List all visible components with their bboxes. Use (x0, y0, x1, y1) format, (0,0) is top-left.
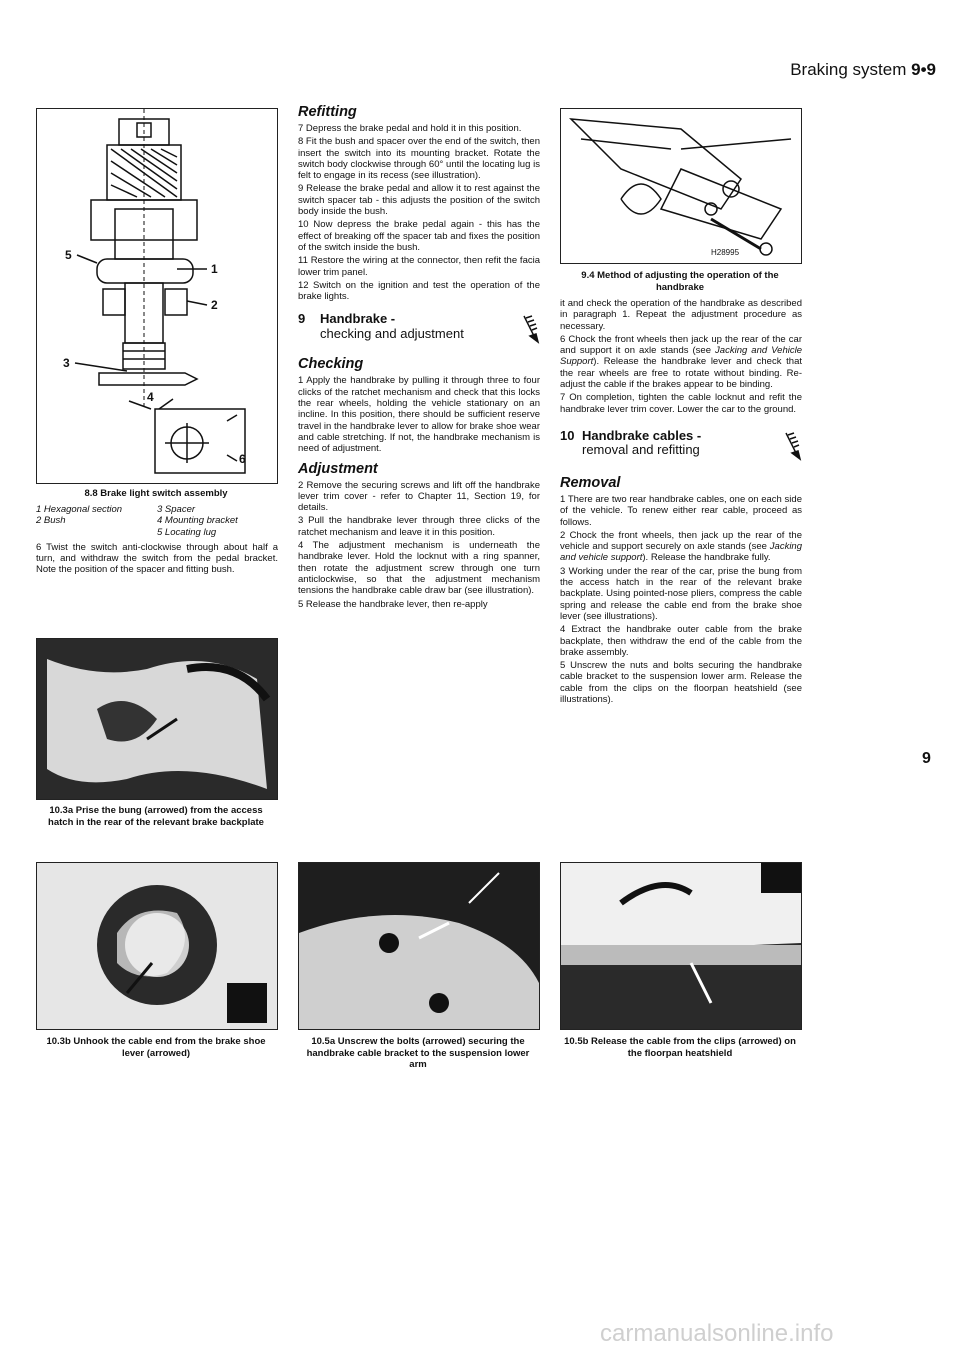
callout-5: 5 (65, 248, 72, 262)
paragraph: 3 Pull the handbrake lever through three clicks of the ratchet mechanism and leave it in this position. (298, 515, 540, 538)
section-title: Handbrake - (320, 311, 396, 327)
photo-10-3a-caption: 10.3a Prise the bung (arrowed) from the access hatch in the rear of the relevant brake backplate (48, 805, 264, 828)
paragraph: 3 Working under the rear of the car, prise the bung from the access hatch in the rear of the relevant brake backplate. Using pointed-nose pliers, compress the cable spring and release the cable end from the brake shoe lever (see illustrations). (560, 565, 802, 622)
figure-code: H28995 (711, 248, 740, 257)
paragraph: 1 Apply the handbrake by pulling it through three to four clicks of the ratchet mechanism and check that this locks the rear wheels, holding the vehicle stationary on an incline. In this position, there should be sufficient reserve travel in the handbrake lever to allow for brake shoe wear and cable stretching. If not, the handbrake mechanism is need of adjustment. (298, 375, 540, 455)
section-title: Handbrake cables - (582, 427, 702, 443)
paragraph: 4 Extract the handbrake outer cable from the brake backplate, then withdraw the end of the cable from the brake assembly. (560, 624, 802, 658)
legend-item: 4 Mounting bracket (157, 515, 238, 527)
photo-10-5a (298, 862, 540, 1030)
photo-illustration (299, 863, 539, 1029)
photo-10-5b (560, 862, 802, 1030)
callout-3: 3 (63, 356, 70, 370)
section-number: 10 (560, 427, 575, 443)
chapter-side-tab: 9 (922, 750, 931, 767)
section-subtitle: checking and adjustment (320, 325, 464, 341)
figure-9-4-diagram (560, 108, 802, 264)
watermark: carmanualsonline.info (600, 1320, 834, 1347)
paragraph: 2 Chock the front wheels, then jack up the rear of the vehicle and support securely on axle stands (see Jacking and vehicle support). Release the handbrake fully. (560, 529, 802, 564)
paragraph: 5 Release the handbrake lever, then re-apply (298, 598, 488, 610)
difficulty-spanner-icon (520, 312, 540, 344)
legend-item (36, 527, 157, 538)
photo-10-3b (36, 862, 278, 1030)
paragraph: 6 Twist the switch anti-clockwise through about half a turn, and withdraw the switch from the pedal bracket. Note the position of the spacer and fitting bush. (36, 541, 278, 576)
legend-item: 5 Locating lug (157, 526, 217, 538)
callout-4: 4 (147, 390, 154, 404)
paragraph: 12 Switch on the ignition and test the operation of the brake lights. (298, 279, 540, 303)
legend-item: 1 Hexagonal section (36, 504, 123, 515)
section-subtitle: removal and refitting (582, 442, 700, 458)
photo-illustration (561, 863, 801, 1029)
brake-light-switch-drawing (37, 109, 277, 483)
figure-9-4-caption: 9.4 Method of adjusting the operation of the handbrake (581, 270, 779, 293)
removal-heading: Removal (560, 474, 621, 491)
figure-8-8-legend (36, 504, 278, 538)
handbrake-adjustment-drawing (561, 109, 801, 263)
column-2-text (298, 104, 540, 612)
paragraph: 7 Depress the brake pedal and hold it in this position. (298, 123, 522, 134)
paragraph: 7 On completion, tighten the cable locknut and refit the handbrake lever trim cover. Lower the car to the ground. (560, 392, 802, 415)
section-10-heading (560, 429, 802, 461)
photo-illustration (37, 863, 277, 1029)
paragraph: 4 The adjustment mechanism is underneath the handbrake lever. Hold the locknut with a ring spanner, then rotate the adjustment screw through one turn anticlockwise, so that the adjustment mechanism tensions the handbrake cable draw bar (see illustration). (298, 540, 540, 597)
page-header (790, 60, 936, 80)
refitting-heading: Refitting (298, 104, 357, 120)
paragraph: 10 Now depress the brake pedal again - this has the effect of breaking off the spacer tab and fixes the position of the switch inside the bush. (298, 219, 540, 253)
callout-2: 2 (211, 298, 218, 312)
column-1-text (36, 504, 278, 578)
paragraph: 5 Unscrew the nuts and bolts securing the handbrake cable bracket to the suspension lower arm. Release the cable from the clips on the floorpan heatshield (see illustrations). (560, 660, 802, 706)
page-number: 9•9 (911, 60, 936, 79)
legend-item: 3 Spacer (157, 504, 196, 515)
photo-10-5a-caption: 10.5a Unscrew the bolts (arrowed) securing the handbrake cable bracket to the suspension lower arm (306, 1036, 530, 1070)
paragraph: 1 There are two rear handbrake cables, one on each side of the vehicle. To renew either rear cable, proceed as follows. (560, 493, 802, 528)
adjustment-heading: Adjustment (298, 460, 378, 477)
photo-10-3a (36, 638, 278, 800)
column-3-text (560, 298, 802, 707)
photo-illustration (37, 639, 277, 799)
paragraph: 8 Fit the bush and spacer over the end of the switch, then insert the switch into its mounting bracket. Rotate the switch body clockwise through 60° until the locating lug is felt to engage in its recess (see illustration). (298, 136, 540, 182)
figure-8-8-diagram (36, 108, 278, 484)
paragraph: it and check the operation of the handbrake as described in paragraph 1. Repeat the adjustment procedure as necessary. (560, 298, 802, 332)
chapter-title: Braking system (790, 60, 907, 79)
section-number: 9 (298, 311, 306, 327)
callout-1: 1 (211, 262, 218, 276)
legend-item: 2 Bush (36, 515, 66, 527)
photo-10-3b-caption: 10.3b Unhook the cable end from the brake shoe lever (arrowed) (46, 1036, 266, 1059)
section-9-heading (298, 312, 540, 344)
callout-6: 6 (239, 452, 246, 466)
figure-8-8-caption: 8.8 Brake light switch assembly (84, 488, 228, 499)
paragraph: 9 Release the brake pedal and allow it to rest against the switch spacer tab - this adjusts the position of the switch body inside the bush. (298, 183, 540, 218)
paragraph: 11 Restore the wiring at the connector, then refit the facia lower trim panel. (298, 255, 540, 278)
paragraph: 2 Remove the securing screws and lift off the handbrake lever trim cover - refer to Chapter 11, Section 19, for details. (298, 479, 540, 514)
photo-10-5b-caption: 10.5b Release the cable from the clips (arrowed) on the floorpan heatshield (564, 1036, 796, 1059)
checking-heading: Checking (298, 356, 364, 373)
paragraph: 6 Chock the front wheels then jack up the rear of the car and support it on axle stands (see Jacking and Vehicle Support). Release the handbrake lever and check that the rear wheels are free to rotate without binding. Re-adjust the cable if the brakes appear to be binding. (560, 333, 802, 391)
difficulty-spanner-icon (782, 429, 802, 461)
